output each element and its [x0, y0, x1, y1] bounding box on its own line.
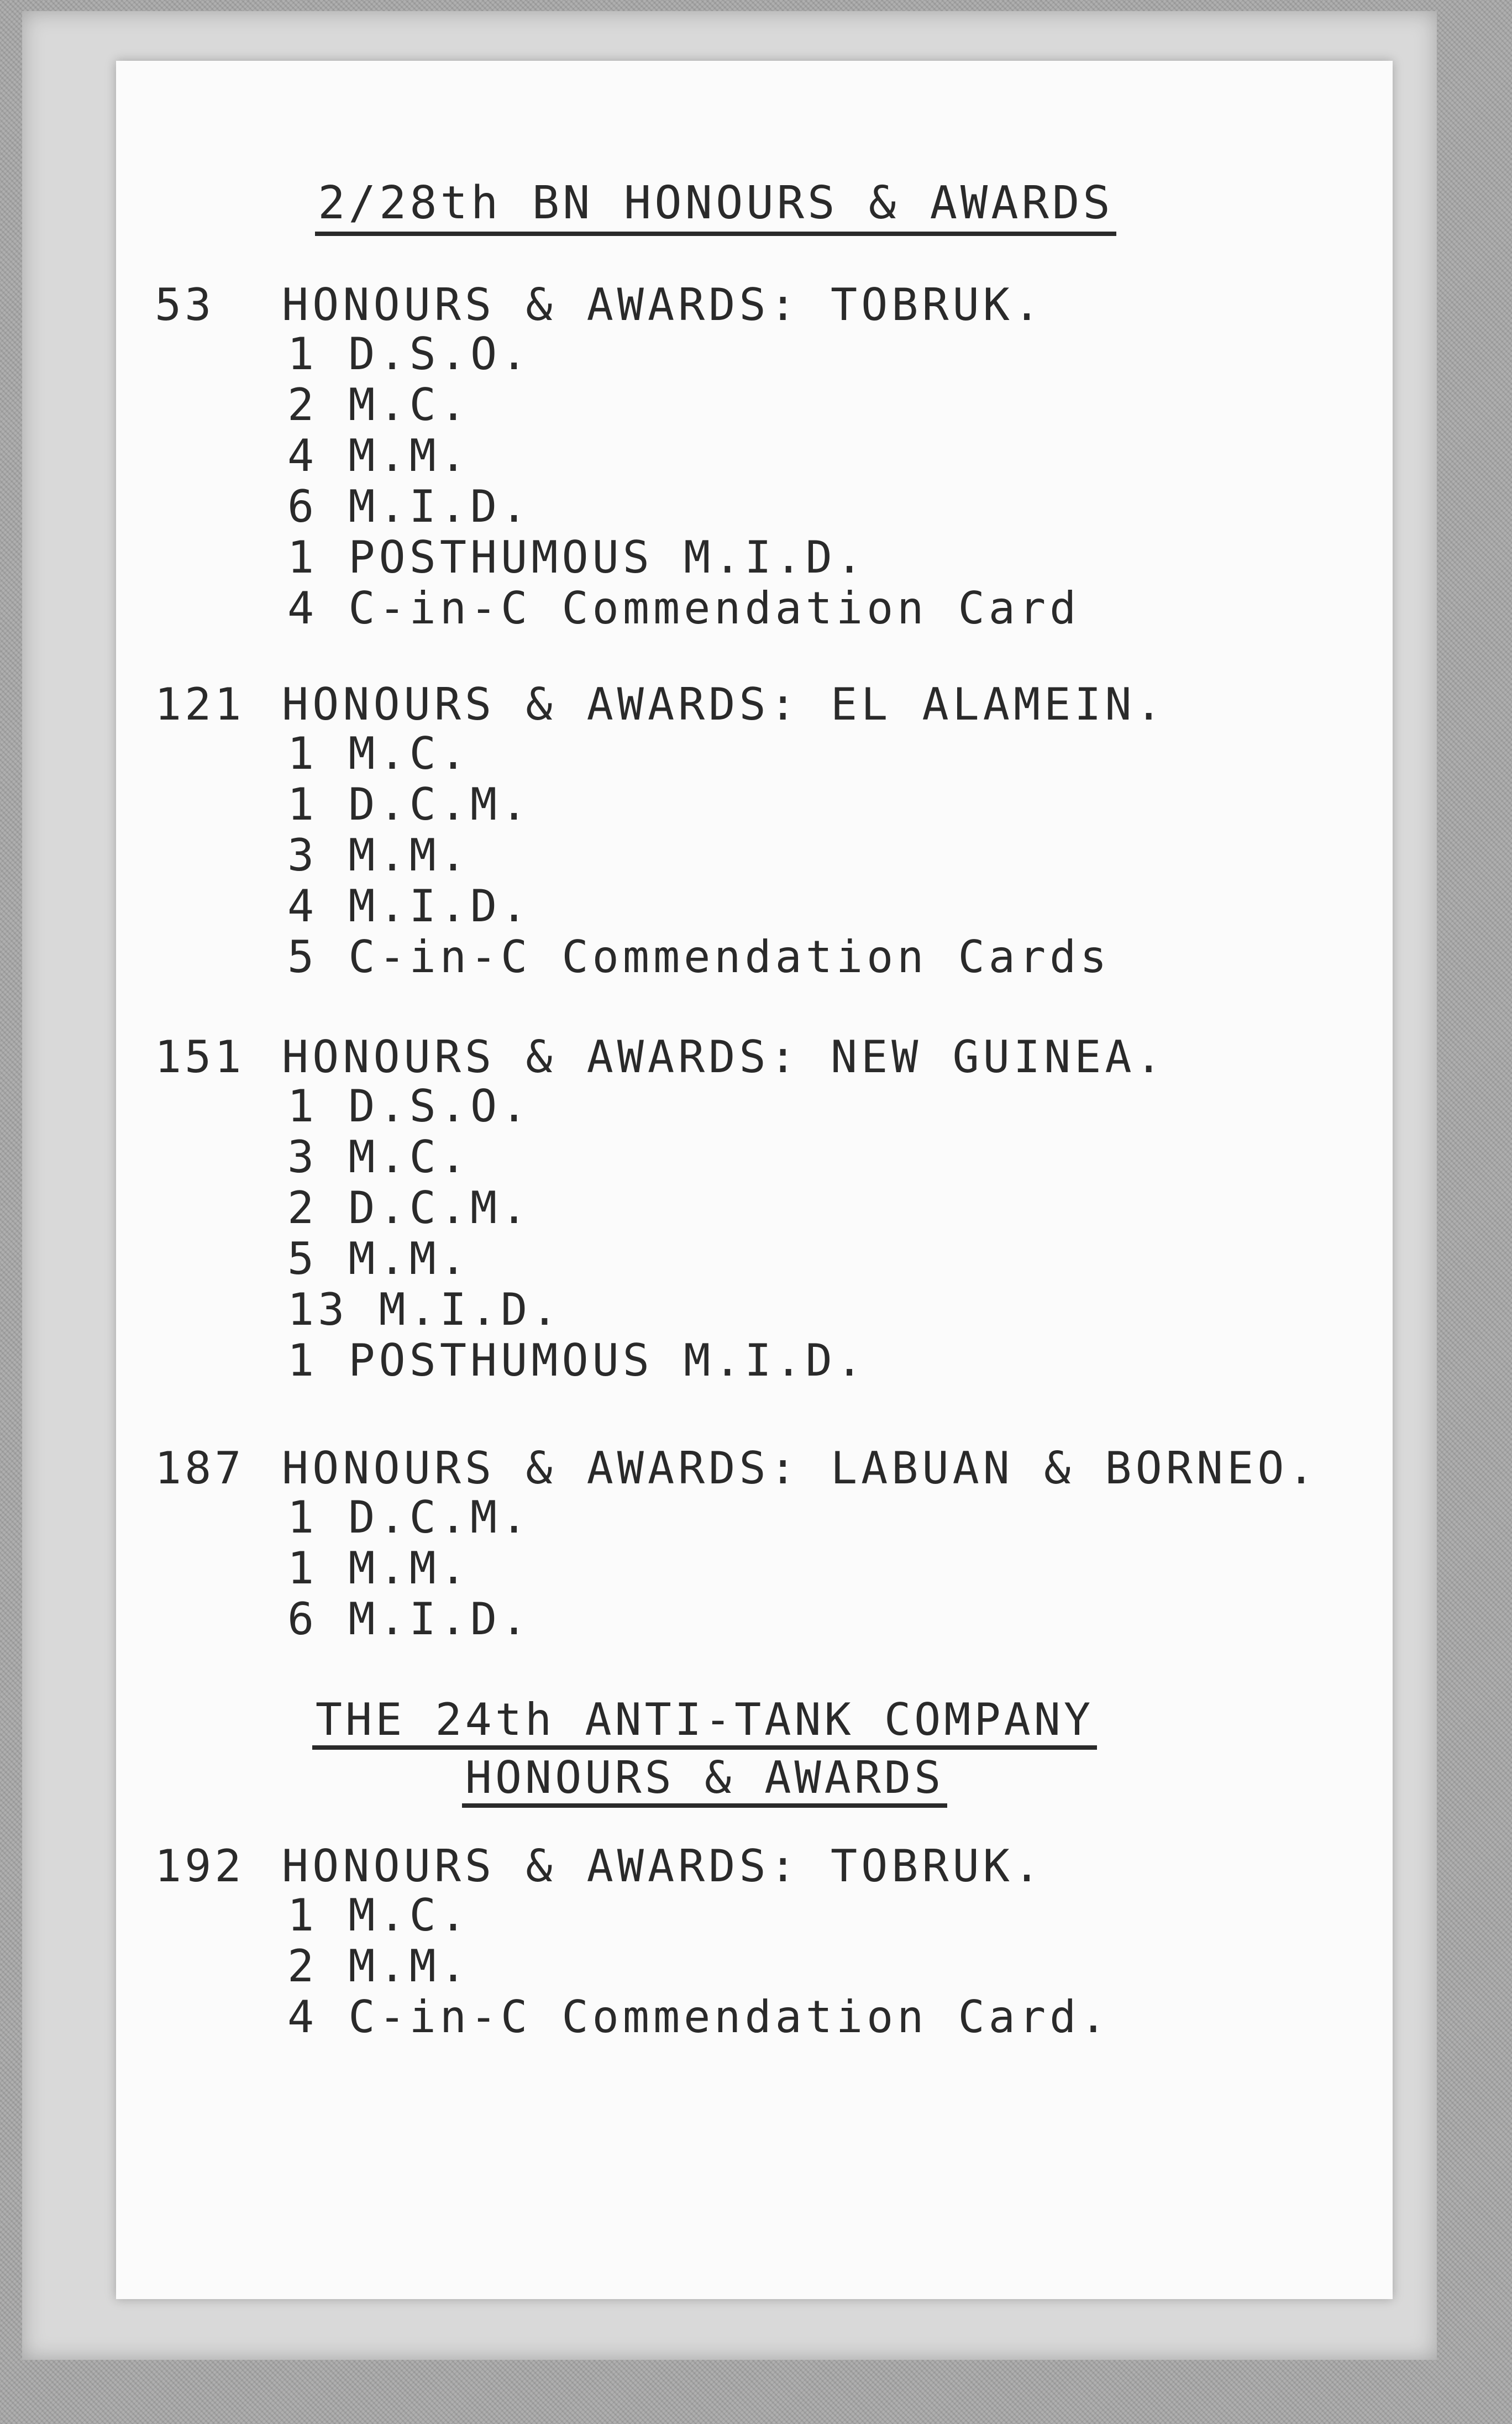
page-number: 187 [155, 1442, 245, 1494]
award-item: 4 M.I.D. [287, 880, 532, 932]
award-item: 4 C-in-C Commendation Card. [287, 1991, 1111, 2043]
page-title: 2/28th BN HONOURS & AWARDS [315, 177, 1116, 236]
section-new-guinea [155, 1031, 1371, 1391]
award-item: 1 M.M. [287, 1542, 470, 1594]
award-item: 1 D.S.O. [287, 328, 532, 380]
page-number: 121 [155, 679, 245, 730]
subtitle-line-2: HONOURS & AWARDS [462, 1752, 948, 1808]
award-list [287, 1890, 1110, 2043]
section-company-tobruk [155, 1840, 1371, 2050]
award-item: 1 D.S.O. [287, 1080, 532, 1132]
award-item: 3 M.M. [287, 830, 470, 881]
award-item: 1 M.C. [287, 1890, 470, 1941]
award-item: 13 M.I.D. [287, 1284, 562, 1335]
section-heading: HONOURS & AWARDS: NEW GUINEA. [282, 1031, 1166, 1083]
page-number: 53 [155, 279, 215, 330]
award-list [287, 728, 1110, 983]
award-item: 6 M.I.D. [287, 481, 532, 532]
company-subtitle [298, 1694, 1111, 1808]
section-heading: HONOURS & AWARDS: EL ALAMEIN. [282, 679, 1166, 730]
award-list [287, 1081, 867, 1386]
subtitle-line-1: THE 24th ANTI-TANK COMPANY [312, 1694, 1097, 1750]
award-item: 5 C-in-C Commendation Cards [287, 931, 1111, 983]
award-item: 4 C-in-C Commendation Card [287, 583, 1080, 634]
award-item: 1 D.C.M. [287, 779, 532, 830]
page-number: 192 [155, 1840, 245, 1892]
award-item: 1 POSTHUMOUS M.I.D. [287, 532, 867, 583]
award-item: 1 D.C.M. [287, 1492, 532, 1543]
section-el-alamein [155, 679, 1371, 988]
award-item: 1 M.C. [287, 728, 470, 779]
award-item: 2 M.M. [287, 1940, 470, 1992]
section-heading: HONOURS & AWARDS: LABUAN & BORNEO. [282, 1442, 1319, 1494]
section-labuan-borneo [155, 1442, 1371, 1652]
award-item: 5 M.M. [287, 1233, 470, 1284]
award-item: 2 D.C.M. [287, 1182, 532, 1234]
section-heading: HONOURS & AWARDS: TOBRUK. [282, 279, 1044, 330]
section-tobruk [155, 279, 1371, 633]
award-list [287, 329, 1080, 634]
section-heading: HONOURS & AWARDS: TOBRUK. [282, 1840, 1044, 1892]
award-item: 2 M.C. [287, 379, 470, 431]
award-item: 4 M.M. [287, 430, 470, 481]
award-item: 3 M.C. [287, 1131, 470, 1183]
page-number: 151 [155, 1031, 245, 1083]
award-list [287, 1492, 531, 1645]
award-item: 6 M.I.D. [287, 1593, 532, 1645]
award-item: 1 POSTHUMOUS M.I.D. [287, 1335, 867, 1386]
